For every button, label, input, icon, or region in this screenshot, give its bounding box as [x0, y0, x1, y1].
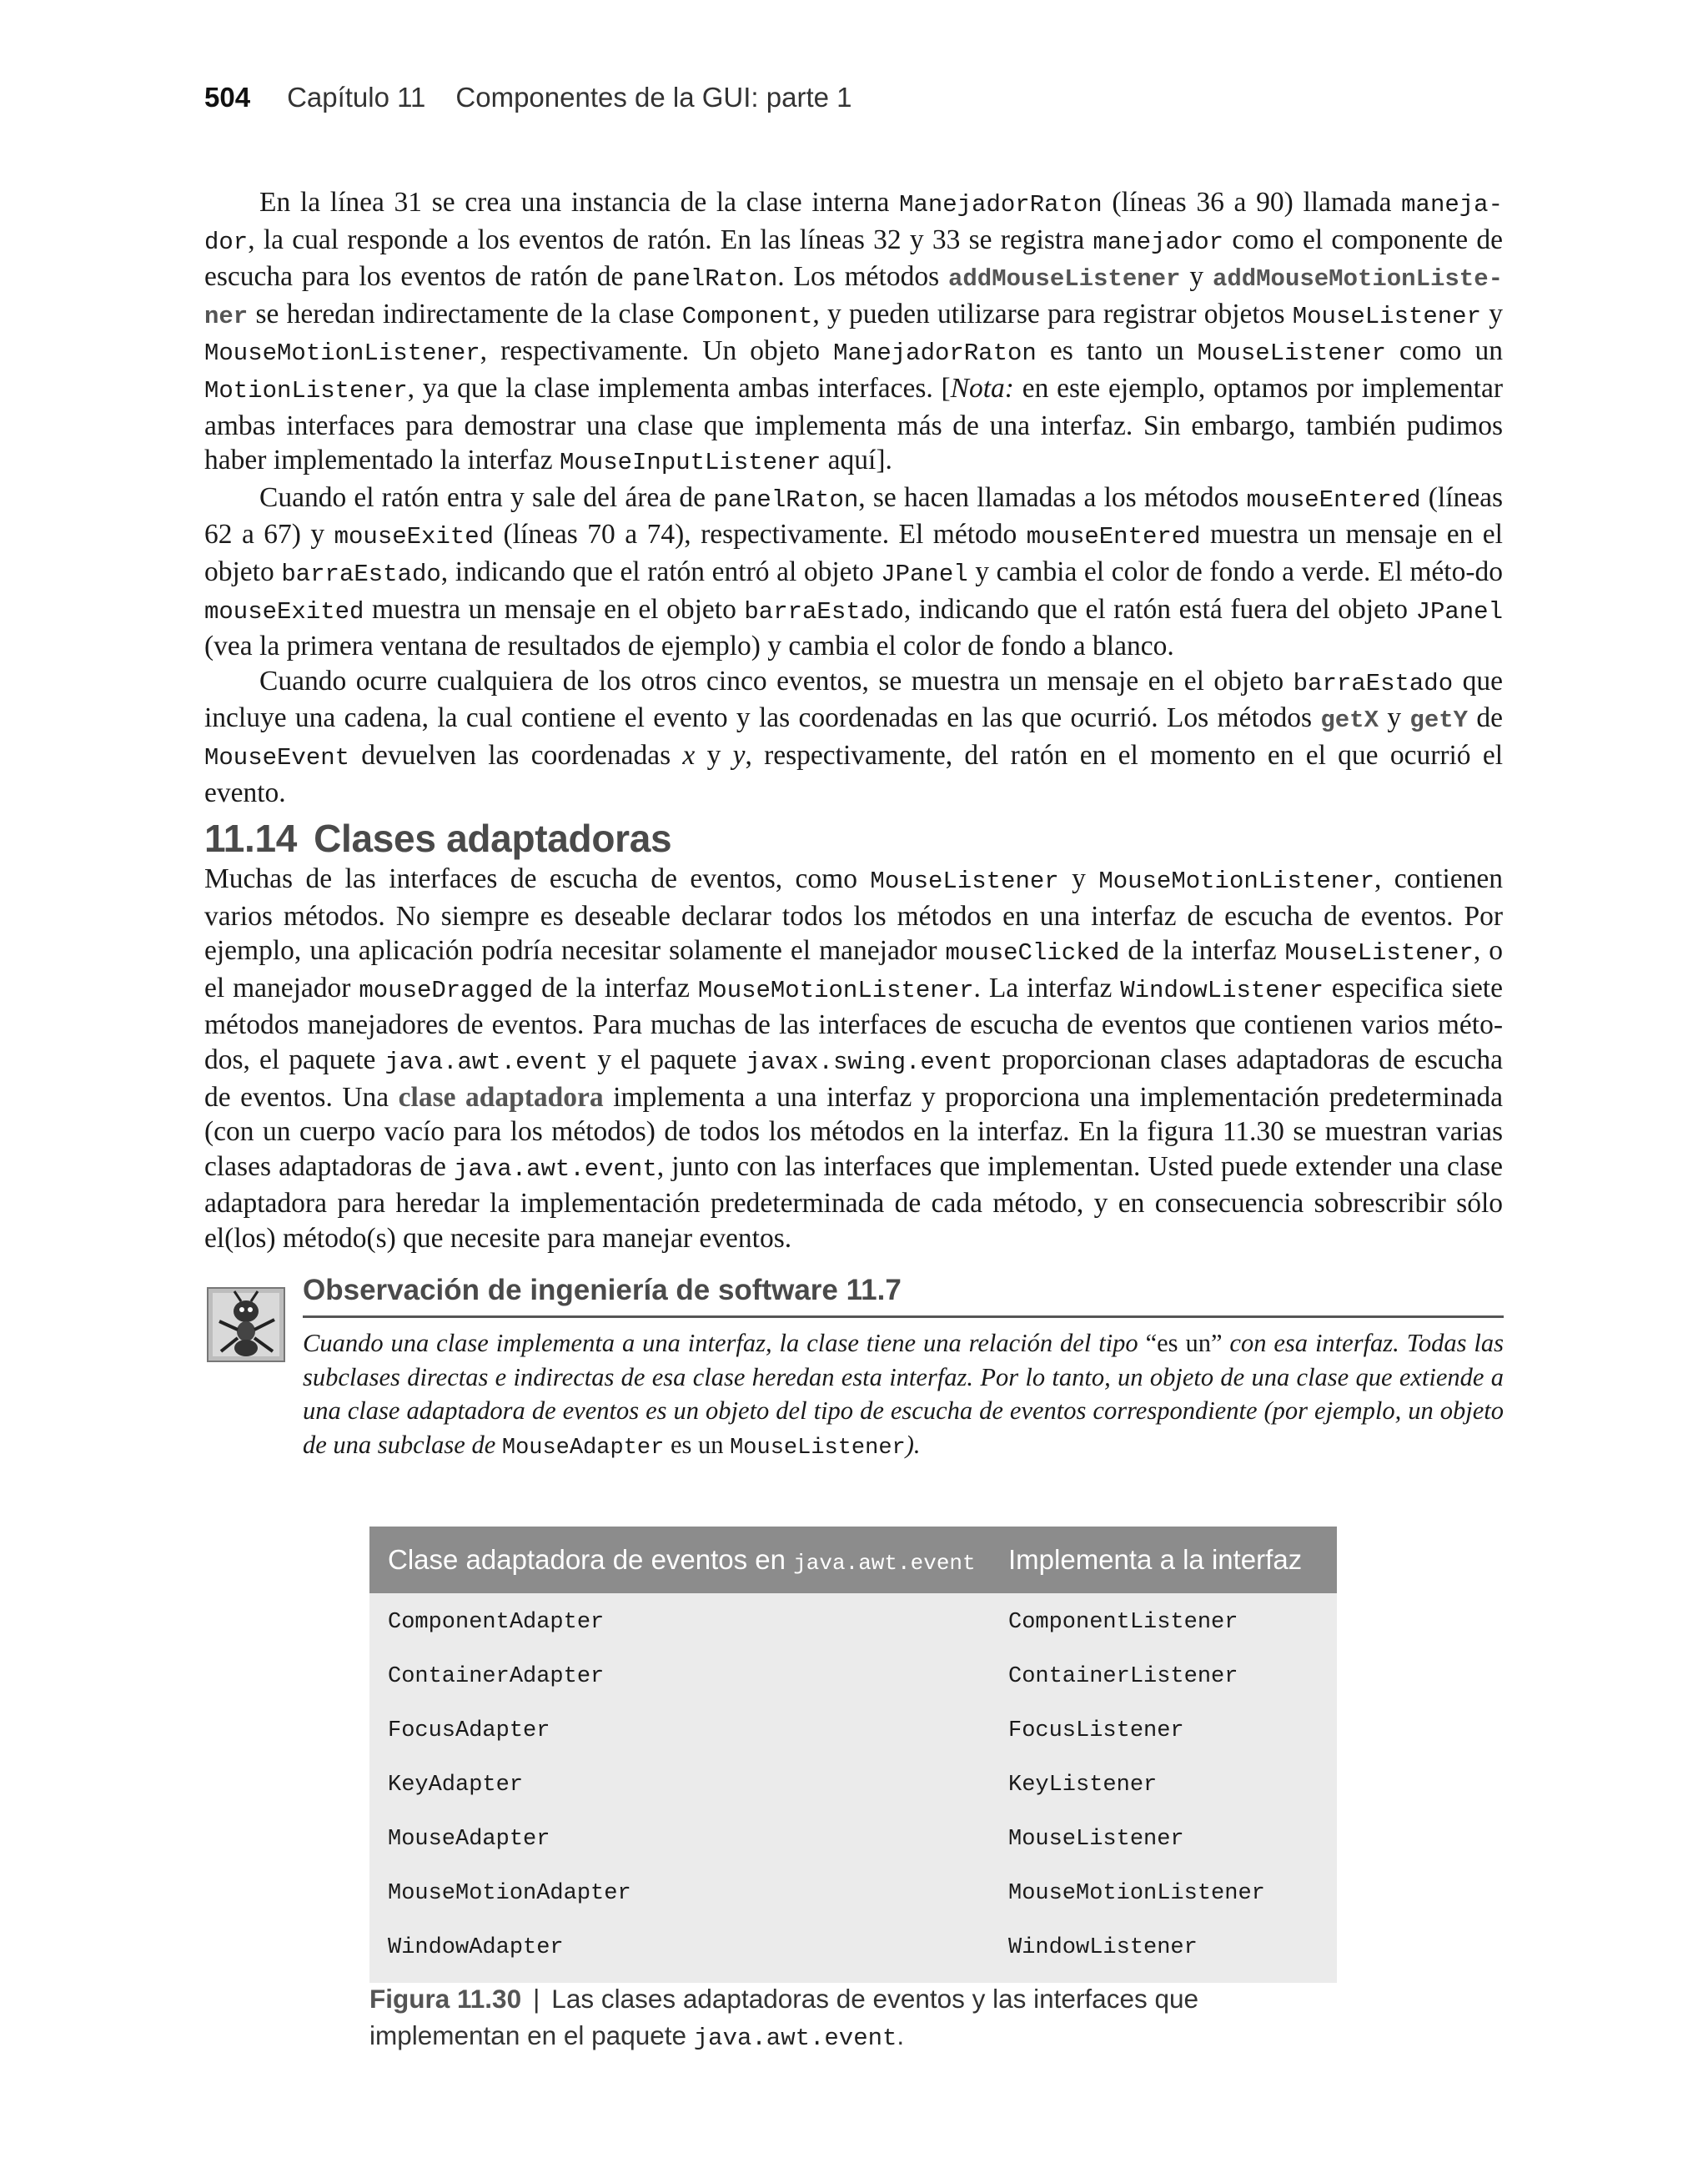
paragraph-4 [204, 862, 1503, 1256]
text-run: y [1481, 298, 1504, 329]
text-run: , respectivamente, del ratón en el momento en el que ocurrió el evento. [204, 739, 1504, 808]
text-run: , ya que la clase implementa ambas interfaces. [ [407, 372, 951, 404]
text-run: y [695, 739, 733, 771]
header-adapter-class: Clase adaptadora de eventos en java.awt.event [388, 1544, 976, 1576]
adapter-table [369, 1527, 1337, 1983]
code-term: MouseListener [1197, 340, 1386, 368]
table-row [369, 1920, 1337, 1974]
caption-end: . [897, 2020, 905, 2050]
code-term: panelRaton [713, 485, 859, 514]
header-implements-interface: Implementa a la interfaz [1008, 1544, 1303, 1575]
text-run: (líneas 36 a 90) llamada [1102, 187, 1402, 218]
text-run: es tanto un [1036, 335, 1198, 367]
italic-term: y [732, 739, 746, 771]
interface-cell: WindowListener [1008, 1934, 1198, 1960]
code-term: barraEstado [281, 560, 441, 588]
adapter-cell: MouseAdapter [388, 1826, 550, 1852]
italic-term: Nota: [950, 372, 1014, 404]
adapter-cell: FocusAdapter [388, 1718, 550, 1743]
code-term: mouseEntered [1026, 523, 1201, 551]
code-term: WindowListener [1120, 976, 1324, 1004]
table-row [369, 1758, 1337, 1812]
key-term: clase adaptadora [398, 1081, 604, 1113]
code-term: mouseEntered [1246, 485, 1421, 514]
text-run: y [1379, 702, 1410, 734]
code-term: MotionListener [204, 376, 408, 405]
text-run: y cambia el color de fondo a verde. El méto-do [967, 556, 1503, 587]
code-term: MouseMotionListener [204, 340, 480, 368]
chapter-label: Capítulo 11 [287, 82, 426, 113]
caption-code: java.awt.event [693, 2025, 897, 2052]
code-term: manejador [1093, 228, 1224, 256]
observation-title: Observación de ingeniería de software 11.7 [303, 1274, 1504, 1318]
code-term-bold: getX [1320, 707, 1379, 735]
text-run: Muchas de las interfaces de escucha de eventos, como [204, 863, 871, 894]
adapter-cell: ComponentAdapter [388, 1609, 605, 1635]
section-number: 11.14 [204, 817, 298, 860]
paragraph-3 [204, 664, 1503, 810]
paragraph-2 [204, 480, 1503, 664]
text-run: devuelven las coordenadas [349, 739, 683, 771]
text-run: y [1058, 863, 1099, 894]
text-run: , se hacen llamadas a los métodos [858, 481, 1247, 513]
table-row [369, 1649, 1337, 1703]
code-term: MouseListener [1292, 302, 1481, 330]
text-run: En la línea 31 se crea una instancia de la clase interna [259, 187, 900, 218]
code-term: maneja-dor [204, 191, 1503, 256]
text-run: implementa a una interfaz y proporciona una implementación predeterminada (con un cuerpo vacío para los métodos) de todos los métodos en la interfaz. En la figura 11.30 se muestran varias clases adaptadoras de [204, 1081, 1504, 1182]
code-term: java.awt.event [454, 1154, 657, 1183]
text-run: Cuando ocurre cualquiera de los otros cinco eventos, se muestra un mensaje en el objeto [259, 665, 1294, 697]
text-run: y [1180, 261, 1213, 293]
text-run: , la cual responde a los eventos de ratón. En las líneas 32 y 33 se registra [248, 224, 1093, 255]
interface-cell: ComponentListener [1008, 1609, 1238, 1635]
figure-label: Figura 11.30 [369, 1984, 522, 2014]
text-run: , contienen varios métodos. No siempre es deseable declarar todos los métodos en una interfaz de escucha de eventos. Por ejemplo, una aplicación podría necesitar solamente el manejador [204, 863, 1504, 967]
text-run: en este ejemplo, optamos por implementar ambas interfaces para demostrar una clase que implementa más de una interfaz. Sin embargo, también pudimos haber implementado la interfaz [204, 372, 1503, 476]
adapter-cell: ContainerAdapter [388, 1663, 605, 1689]
text-run: Cuando el ratón entra y sale del área de [259, 481, 714, 513]
caption-text: Las clases adaptadoras de eventos y las interfaces que implementan en el paquete [369, 1984, 1199, 2050]
text-run: ). [905, 1430, 921, 1459]
code-term: MouseMotionListener [1098, 868, 1374, 895]
upright-text: es un [664, 1430, 731, 1459]
adapter-cell: KeyAdapter [388, 1772, 524, 1798]
code-term: barraEstado [744, 597, 904, 626]
header-package-code: java.awt.event [793, 1551, 976, 1576]
text-run: . La interfaz [973, 972, 1121, 1003]
text-run: de la interfaz [533, 972, 698, 1003]
table-row [369, 1866, 1337, 1920]
code-term: MouseInputListener [560, 449, 821, 477]
text-run: que incluye una cadena, la cual contiene el evento y las coordenadas en las que ocurrió. Los métodos [204, 665, 1503, 734]
page-number: 504 [204, 82, 251, 113]
table-row [369, 1812, 1337, 1866]
text-run: , y pueden utilizarse para registrar objetos [812, 298, 1293, 329]
observation-text [303, 1326, 1504, 1465]
running-head [204, 82, 852, 113]
section-heading [204, 816, 671, 861]
text-run: . Los métodos [777, 261, 948, 293]
text-run: de [1468, 702, 1503, 734]
table-row [369, 1595, 1337, 1649]
text-run: , indicando que el ratón está fuera del objeto [903, 593, 1416, 625]
text-run: se heredan indirectamente de la clase [248, 298, 682, 329]
text-run: proporcionan clases adaptadoras de escucha de eventos. Una [204, 1044, 1503, 1113]
code-term: MouseListener [870, 868, 1059, 895]
adapter-cell: MouseMotionAdapter [388, 1880, 631, 1906]
code-term: javax.swing.event [746, 1048, 993, 1076]
text-run: muestra un mensaje en el objeto [364, 593, 745, 625]
text-run: como un [1385, 335, 1504, 367]
text-run: de la interfaz [1119, 935, 1285, 967]
text-run: , junto con las interfaces que implementan. Usted puede extender una clase adaptadora para heredar la implementación predeterminada de cada método, y en consecuencia sobrescribir sólo el(los) método(s) que necesite para manejar eventos. [204, 1150, 1503, 1254]
interface-cell: FocusListener [1008, 1718, 1184, 1743]
text-run: (vea la primera ventana de resultados de ejemplo) y cambia el color de fondo a blanco. [204, 631, 1174, 662]
caption-separator: | [533, 1984, 540, 2014]
interface-cell: ContainerListener [1008, 1663, 1238, 1689]
code-term: java.awt.event [384, 1048, 589, 1076]
code-term: mouseDragged [359, 976, 534, 1004]
adapter-cell: WindowAdapter [388, 1934, 564, 1960]
code-term: mouseClicked [945, 939, 1120, 968]
code-term: barraEstado [1293, 669, 1454, 697]
section-title: Clases adaptadoras [314, 817, 672, 860]
code-term: ManejadorRaton [833, 340, 1037, 368]
interface-cell: KeyListener [1008, 1772, 1158, 1798]
table-row [369, 1703, 1337, 1758]
code-term: Component [681, 302, 813, 330]
code-term-bold: getY [1409, 707, 1469, 735]
text-run: aquí]. [821, 445, 892, 476]
interface-cell: MouseListener [1008, 1826, 1184, 1852]
code-term: JPanel [1415, 597, 1503, 626]
chapter-title: Componentes de la GUI: parte 1 [455, 82, 852, 113]
italic-term: x [682, 739, 696, 771]
code-term: mouseExited [204, 597, 364, 626]
text-run: , indicando que el ratón entró al objeto [440, 556, 882, 587]
text-run: , o el manejador [204, 935, 1503, 1003]
text-run: y el paquete [588, 1044, 746, 1075]
text-run: muestra un mensaje en el objeto [204, 519, 1503, 587]
table-header [369, 1527, 1337, 1593]
text-run: con esa interfaz. Todas las subclases directas e indirectas de esa clase heredan esta interfaz. Por lo tanto, un objeto de una clase que extiende a una clase adaptadora de eventos es un objeto del tipo de escucha de eventos correspondiente (por ejemplo, un objeto de una subclase de [303, 1329, 1504, 1459]
upright-text: “es un” [1145, 1329, 1223, 1357]
text-run: Cuando una clase implementa a una interfaz, la clase tiene una relación del tipo [303, 1329, 1146, 1357]
text-run: , respectivamente. Un objeto [480, 335, 834, 367]
text-run: como el componente de escucha para los eventos de ratón de [204, 224, 1503, 293]
code-term-bold: addMouseListener [948, 265, 1181, 294]
text-run: (líneas 70 a 74), respectivamente. El método [494, 519, 1027, 551]
code-term: panelRaton [632, 265, 778, 294]
code-term: JPanel [881, 560, 968, 588]
table-body [369, 1593, 1337, 1983]
code-term-bold: addMouseMotionListe-ner [204, 265, 1503, 330]
code-term: MouseAdapter [501, 1435, 665, 1461]
code-term: ManejadorRaton [899, 191, 1103, 219]
code-term: mouseExited [334, 523, 495, 551]
interface-cell: MouseMotionListener [1008, 1880, 1265, 1906]
code-term: MouseListener [730, 1435, 906, 1461]
intro-paragraphs [204, 185, 1503, 810]
section-body [204, 862, 1503, 1256]
code-term: MouseEvent [204, 743, 350, 772]
paragraph-1 [204, 185, 1503, 480]
code-term: MouseMotionListener [697, 976, 974, 1004]
code-term: MouseListener [1284, 939, 1474, 968]
ant-engineer-icon [204, 1283, 288, 1366]
figure-caption [369, 1980, 1354, 2057]
text-run: especifica siete métodos manejadores de eventos. Para muchas de las interfaces de escucha de eventos que contienen varios méto-dos, el paquete [204, 972, 1503, 1075]
text-run: (líneas 62 a 67) y [204, 481, 1504, 551]
